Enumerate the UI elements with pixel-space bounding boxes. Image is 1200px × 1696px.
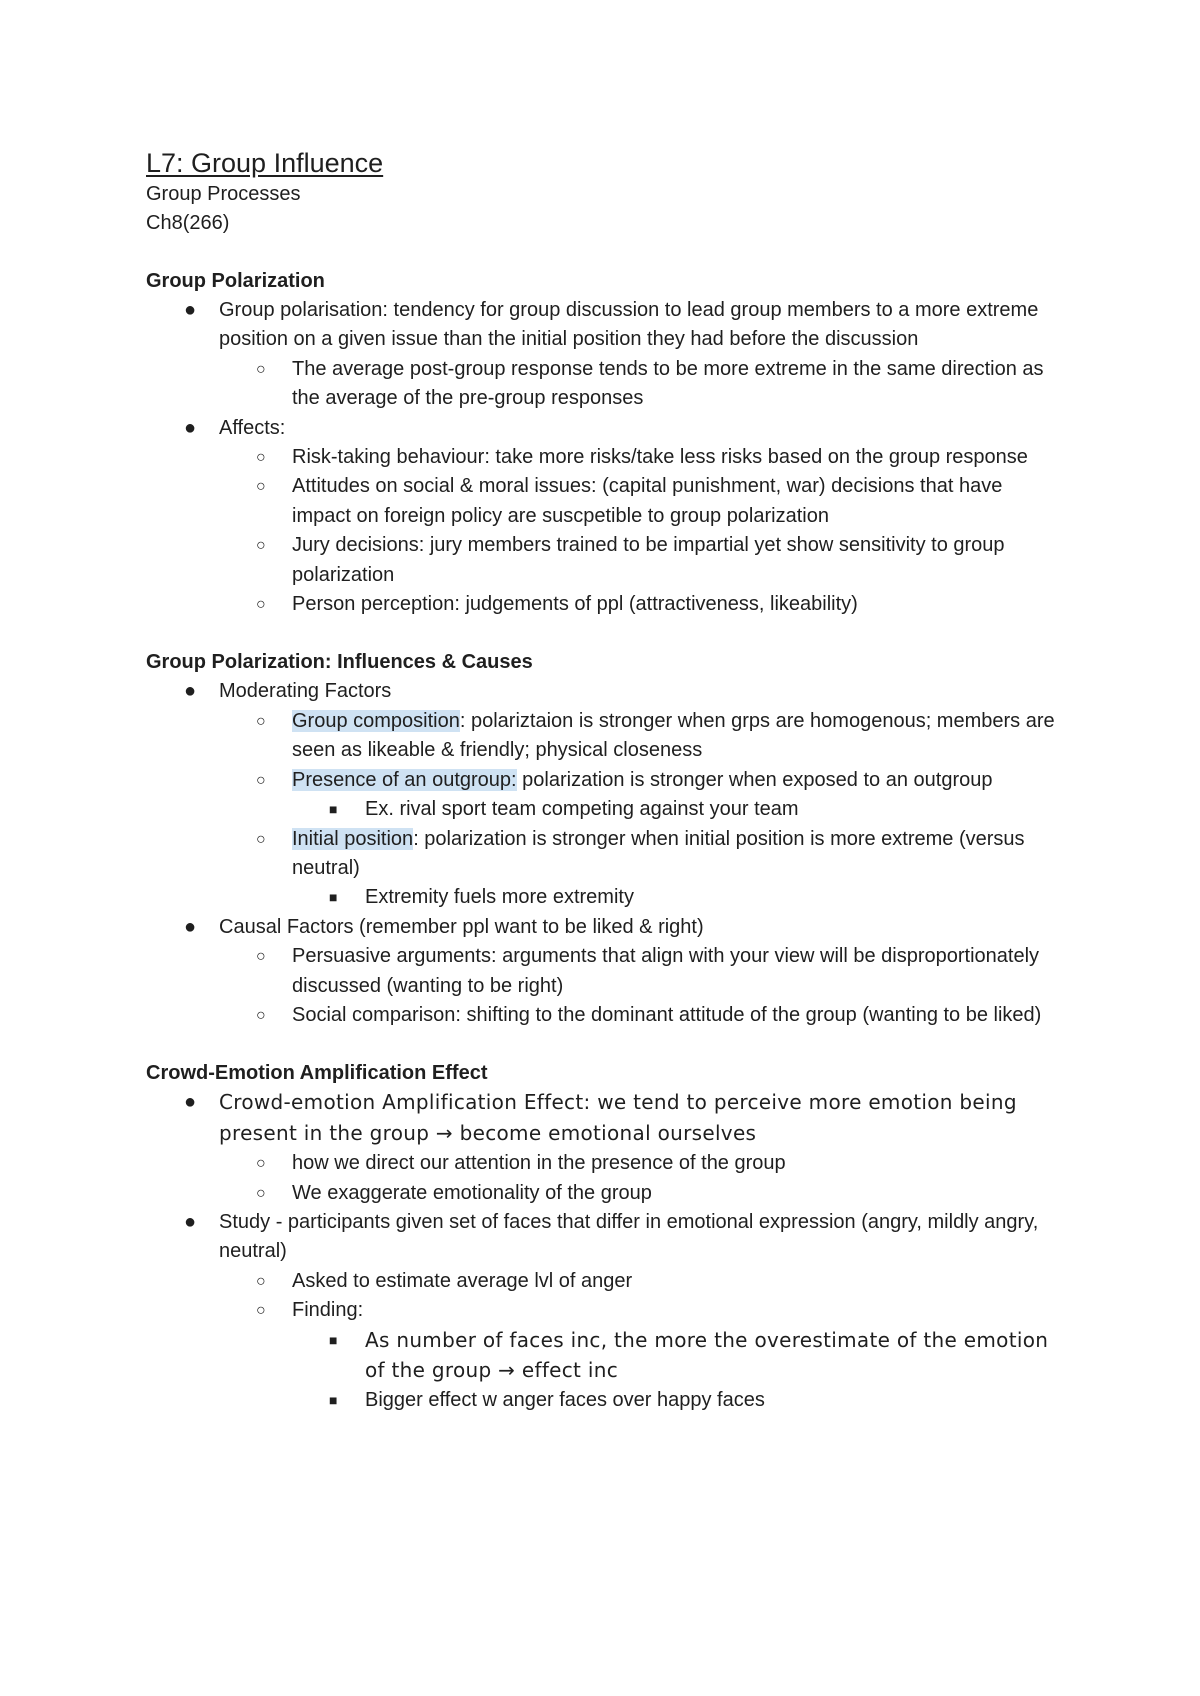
- list-influences: [146, 677, 1066, 1030]
- list-item: ○ Risk-taking behaviour: take more risks/take less risks based on the group response: [146, 443, 1066, 472]
- highlighted-term: Presence of an outgroup:: [292, 768, 517, 791]
- list-item: ○ Persuasive arguments: arguments that align with your view will be disproportionately discussed (wanting to be right): [146, 942, 1066, 1001]
- bullet-square-icon: ■: [329, 889, 338, 906]
- bullet-circle-icon: ○: [256, 537, 266, 555]
- spacer: [146, 619, 1066, 648]
- subtitle-chapter: Ch8(266): [146, 212, 230, 234]
- list-item: ○ Initial position: polarization is stronger when initial position is more extreme (versus neutral): [146, 825, 1066, 884]
- page-title: L7: Group Influence: [146, 148, 384, 178]
- bullet-circle-icon: ○: [256, 712, 266, 730]
- bullet-circle-icon: ○: [256, 478, 266, 496]
- bullet-disc-icon: ●: [184, 1210, 197, 1233]
- list-item: ○ Jury decisions: jury members trained to be impartial yet show sensitivity to group polarization: [146, 531, 1066, 590]
- list-item: ○ Social comparison: shifting to the dominant attitude of the group (wanting to be liked): [146, 1001, 1066, 1030]
- list-item: ● Affects:: [146, 414, 1066, 443]
- list-item: ● Group polarisation: tendency for group discussion to lead group members to a more extreme position on a given issue than the initial position they had before the discussion: [146, 296, 1066, 355]
- bullet-circle-icon: ○: [256, 596, 266, 614]
- list-item: ○ We exaggerate emotionality of the group: [146, 1179, 1066, 1208]
- list-item: ■ As number of faces inc, the more the overestimate of the emotion of the group → effect inc: [329, 1327, 1049, 1382]
- highlighted-term: Initial position: [292, 827, 414, 850]
- list-item: ○ Person perception: judgements of ppl (attractiveness, likeability): [146, 590, 1066, 619]
- list-item: ○ Finding:: [146, 1296, 1066, 1325]
- list-item: ○ Attitudes on social & moral issues: (capital punishment, war) decisions that have impact on foreign policy are suscpetible to group polarization: [146, 472, 1066, 531]
- bullet-disc-icon: ●: [184, 915, 197, 938]
- bullet-circle-icon: ○: [256, 948, 266, 966]
- list-crowd-emotion: [146, 1088, 1066, 1415]
- list-item: ○ The average post-group response tends to be more extreme in the same direction as the average of the pre-group responses: [146, 355, 1066, 414]
- bullet-circle-icon: ○: [256, 1184, 266, 1202]
- list-item: ○ how we direct our attention in the presence of the group: [146, 1149, 1066, 1178]
- bullet-circle-icon: ○: [256, 1155, 266, 1173]
- spacer: [146, 238, 1066, 267]
- list-item: ● Study - participants given set of faces that differ in emotional expression (angry, mildly angry, neutral): [146, 1208, 1066, 1267]
- bullet-disc-icon: ●: [184, 416, 197, 439]
- list-item: ● Crowd-emotion Amplification Effect: we tend to perceive more emotion being present in the group → become emotional ourselves: [184, 1090, 1017, 1145]
- list-item: ○ Group composition: polariztaion is stronger when grps are homogenous; members are seen as likeable & friendly; physical closeness: [146, 707, 1066, 766]
- list-item: ● Causal Factors (remember ppl want to be liked & right): [146, 913, 1066, 942]
- bullet-circle-icon: ○: [256, 1006, 266, 1024]
- bullet-circle-icon: ○: [256, 830, 266, 848]
- bullet-circle-icon: ○: [256, 360, 266, 378]
- section-heading-crowd-emotion: Crowd-Emotion Amplification Effect: [146, 1062, 488, 1085]
- list-item: ● Moderating Factors: [146, 677, 1066, 706]
- bullet-square-icon: ■: [329, 1331, 338, 1348]
- spacer: [146, 1030, 1066, 1059]
- bullet-disc-icon: ●: [184, 299, 197, 321]
- bullet-circle-icon: ○: [256, 1302, 266, 1320]
- document-body: [146, 146, 1066, 1416]
- section-heading-influences: Group Polarization: Influences & Causes: [146, 651, 533, 674]
- list-item: ■ Bigger effect w anger faces over happy faces: [146, 1386, 1066, 1415]
- bullet-square-icon: ■: [329, 1392, 338, 1409]
- section-heading-polarization: Group Polarization: [146, 270, 325, 292]
- bullet-square-icon: ■: [329, 801, 338, 818]
- subtitle-topic: Group Processes: [146, 183, 301, 205]
- bullet-circle-icon: ○: [256, 1272, 266, 1290]
- list-item: ■ Extremity fuels more extremity: [146, 883, 1066, 912]
- bullet-disc-icon: ●: [184, 1091, 197, 1114]
- bullet-circle-icon: ○: [256, 771, 266, 789]
- bullet-circle-icon: ○: [256, 449, 266, 467]
- list-item: ○ Presence of an outgroup: polarization is stronger when exposed to an outgroup: [146, 766, 1066, 795]
- bullet-disc-icon: ●: [184, 680, 197, 703]
- list-item: ○ Asked to estimate average lvl of anger: [146, 1267, 1066, 1296]
- highlighted-term: Group composition: [292, 709, 460, 732]
- list-polarization: [146, 296, 1066, 619]
- list-item: ■ Ex. rival sport team competing against your team: [146, 795, 1066, 824]
